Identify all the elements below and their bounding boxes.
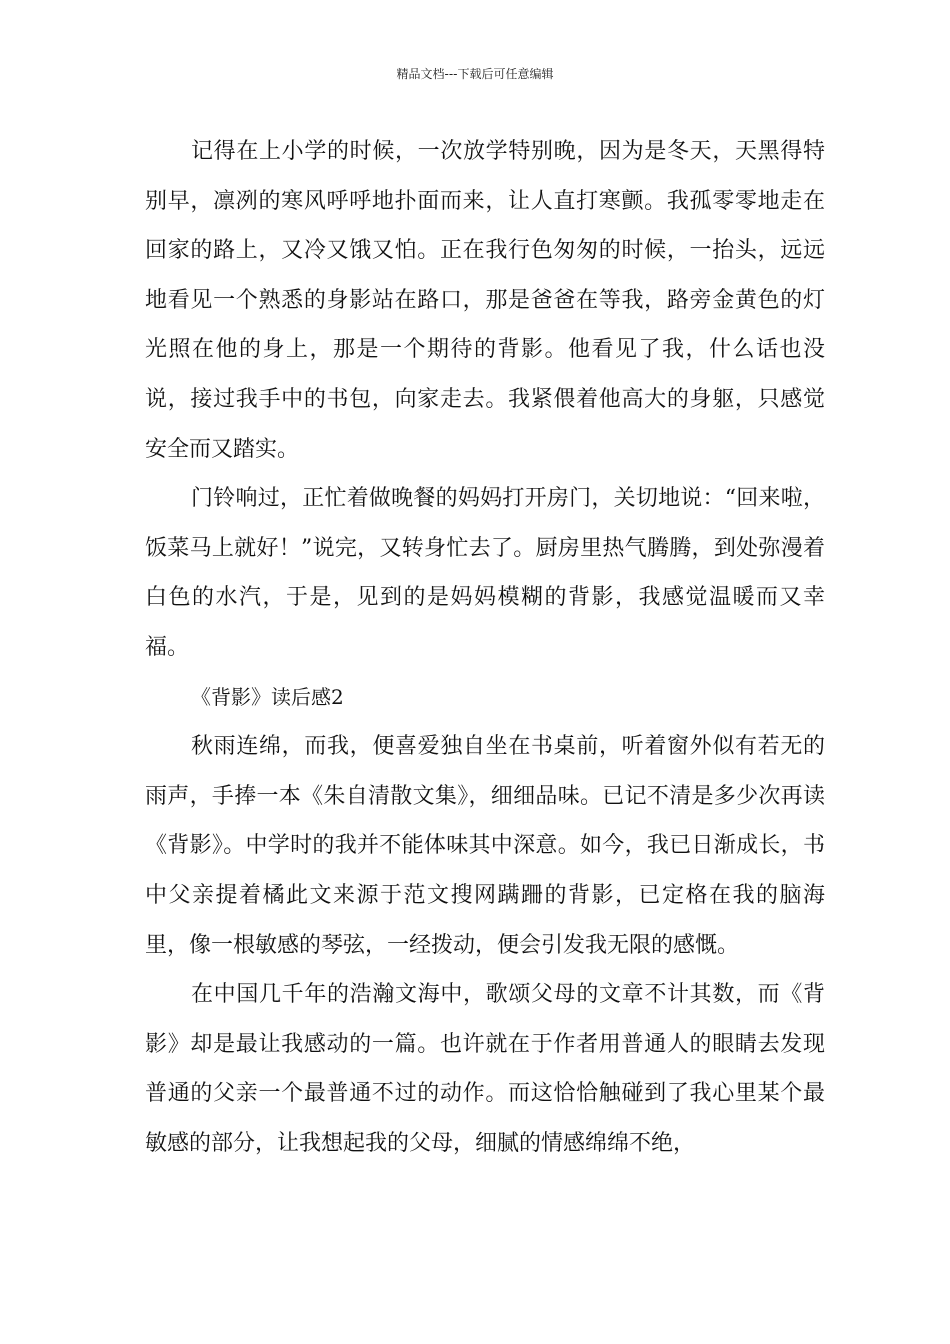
page-header: 精品文档---下载后可任意编辑	[396, 67, 554, 81]
document-body	[145, 127, 825, 1168]
paragraph-4: 在中国几千年的浩瀚文海中，歌颂父母的文章不计其数，而《背影》却是最让我感动的一篇。也许就在于作者用普通人的眼睛去发现普通的父亲一个最普通不过的动作。而这恰恰触碰到了我心里某个最敏感的部分，让我想起我的父母，细腻的情感绵绵不绝，	[145, 982, 825, 1156]
paragraph-1: 记得在上小学的时候，一次放学特别晚，因为是冬天，天黑得特别早，凛冽的寒风呼呼地扑面而来，让人直打寒颤。我孤零零地走在回家的路上，又冷又饿又怕。正在我行色匆匆的时候，一抬头，远远地看见一个熟悉的身影站在路口，那是爸爸在等我，路旁金黄色的灯光照在他的身上，那是一个期待的背影。他看见了我，什么话也没说，接过我手中的书包，向家走去。我紧偎着他高大的身躯，只感觉安全而又踏实。	[145, 139, 825, 462]
paragraph-2: 门铃响过，正忙着做晚餐的妈妈打开房门，关切地说：“回来啦，饭菜马上就好！”说完，又转身忙去了。厨房里热气腾腾，到处弥漫着白色的水汽，于是，见到的是妈妈模糊的背影，我感觉温暖而又幸福。	[145, 486, 825, 660]
paragraph-3: 秋雨连绵，而我，便喜爱独自坐在书桌前，听着窗外似有若无的雨声，手捧一本《朱自清散文集》，细细品味。已记不清是多少次再读《背影》。中学时的我并不能体味其中深意。如今，我已日渐成长，书中父亲提着橘此文来源于范文搜网蹒跚的背影，已定格在我的脑海里，像一根敏感的琴弦，一经拨动，便会引发我无限的感慨。	[145, 734, 825, 958]
section-heading: 《背影》读后感2	[191, 684, 344, 709]
